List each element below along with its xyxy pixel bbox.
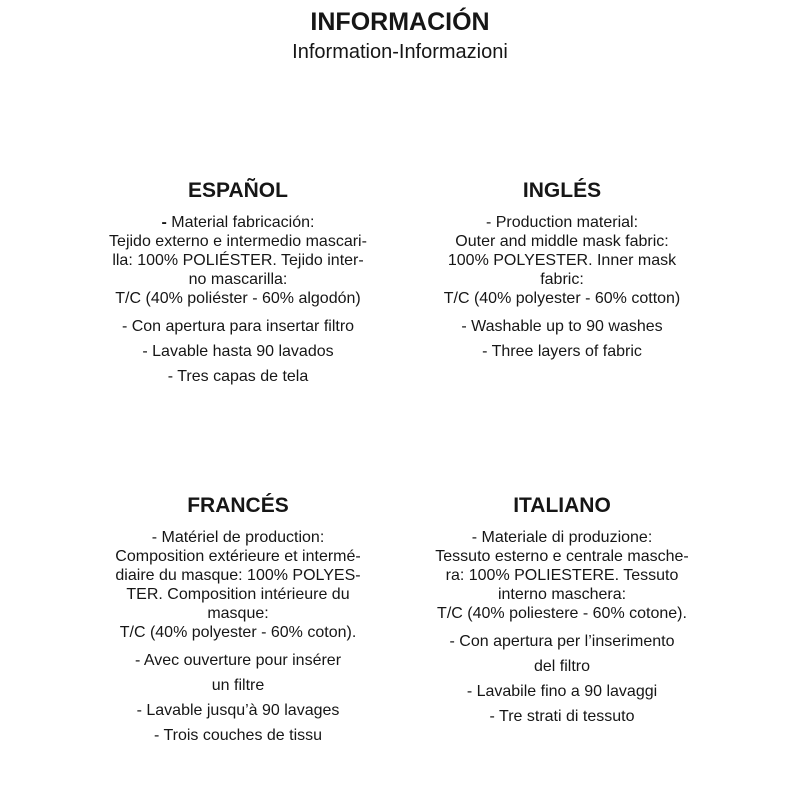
text-line: - Production material: (485, 214, 639, 231)
text-line: lla: 100% POLIÉSTER. Tejido inter- (112, 252, 364, 269)
text-line: - Trois couches de tissu (153, 727, 323, 744)
section-frances-bullets (80, 648, 396, 748)
text-line: 100% POLYESTER. Inner mask (447, 252, 677, 269)
section-italiano-heading: ITALIANO (513, 494, 611, 517)
text-line: - Matériel de production: (151, 529, 325, 546)
language-sections (80, 178, 720, 748)
text-line: - Materiale di produzione: (471, 529, 653, 546)
text-line: Composition extérieure et intermé- (115, 548, 361, 565)
text-line: - Lavable hasta 90 lavados (142, 343, 334, 360)
text-line: - Material fabricación: (161, 214, 315, 231)
section-frances-heading: FRANCÉS (187, 494, 289, 517)
section-ingles-intro (404, 213, 720, 308)
section-frances-intro (80, 528, 396, 642)
text-line: - Lavabile fino a 90 lavaggi (466, 683, 658, 700)
text-line: - Tre strati di tessuto (489, 708, 635, 725)
text-line: Tessuto esterno e centrale masche- (435, 548, 689, 565)
text-line: T/C (40% poliestere - 60% cotone). (437, 605, 687, 622)
text-line: - Lavable jusqu’à 90 lavages (136, 702, 340, 719)
section-espanol-intro (80, 213, 396, 308)
text-line: T/C (40% poliéster - 60% algodón) (115, 290, 361, 307)
text-line: un filtre (211, 677, 265, 694)
text-line: - Con apertura per l’inserimento (449, 633, 675, 650)
text-line: TER. Composition intérieure du (126, 586, 350, 603)
section-italiano-bullets (404, 629, 720, 729)
text-line: - Three layers of fabric (482, 343, 642, 360)
text-line: fabric: (540, 271, 584, 288)
page-subtitle: Information-Informazioni (292, 41, 508, 63)
section-ingles-heading: INGLÉS (522, 179, 602, 202)
text-line: - Tres capas de tela (167, 368, 309, 385)
text-line: - Washable up to 90 washes (461, 318, 663, 335)
text-line: Outer and middle mask fabric: (455, 233, 669, 250)
section-espanol (80, 178, 396, 389)
section-italiano (404, 493, 720, 748)
text-line: T/C (40% polyester - 60% coton). (119, 624, 357, 641)
text-line: diaire du masque: 100% POLYES- (115, 567, 361, 584)
text-line: interno maschera: (497, 586, 627, 603)
section-italiano-intro (404, 528, 720, 623)
text-line: ra: 100% POLIESTERE. Tessuto (445, 567, 679, 584)
page-header (0, 0, 800, 66)
text-line: masque: (207, 605, 269, 622)
text-line: - Avec ouverture pour insérer (134, 652, 342, 669)
text-line: T/C (40% polyester - 60% cotton) (443, 290, 681, 307)
section-espanol-heading: ESPAÑOL (188, 179, 288, 202)
page-title: INFORMACIÓN (310, 8, 490, 36)
text-line: - Con apertura para insertar filtro (121, 318, 355, 335)
section-ingles (404, 178, 720, 389)
text-line: no mascarilla: (188, 271, 288, 288)
section-frances (80, 493, 396, 748)
section-espanol-bullets (80, 314, 396, 389)
text-line: Tejido externo e intermedio mascari- (109, 233, 367, 250)
section-ingles-bullets (404, 314, 720, 364)
text-line: del filtro (533, 658, 591, 675)
